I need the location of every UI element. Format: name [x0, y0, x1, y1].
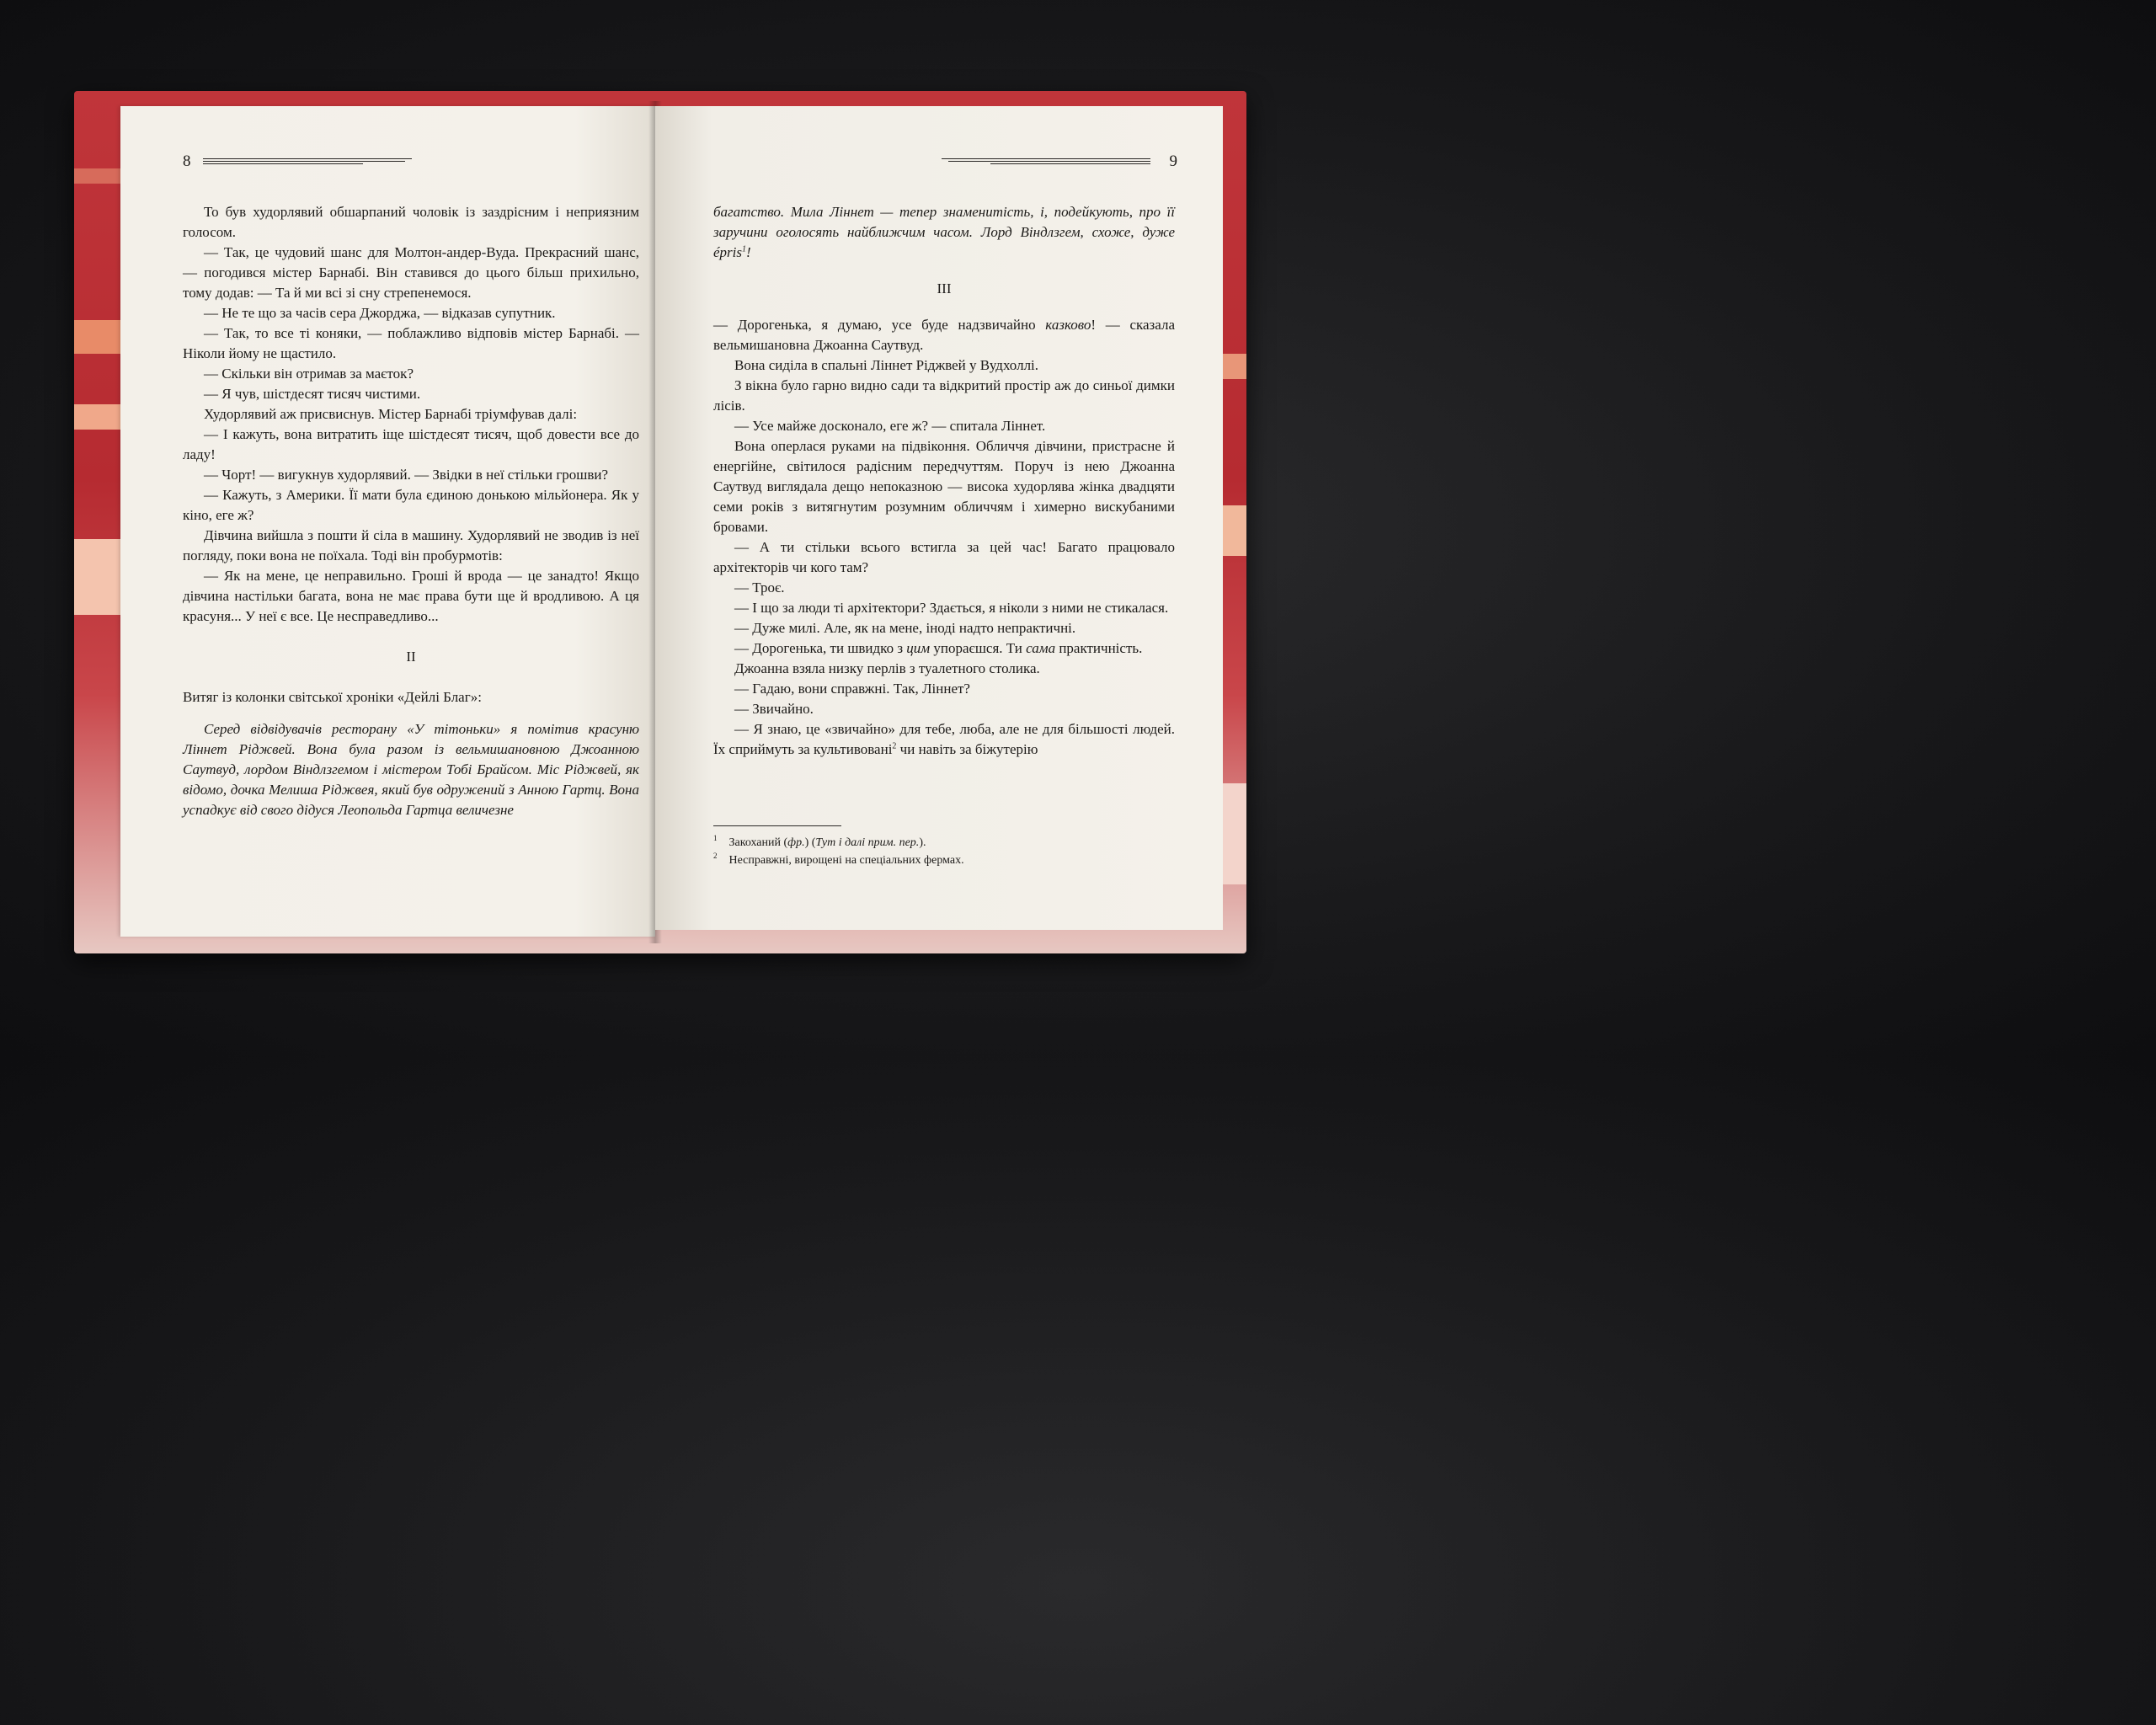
header-rule [942, 158, 1150, 159]
page-number: 8 [183, 152, 191, 170]
text-run: — Дорогенька, ти швидко з [734, 640, 907, 656]
paragraph: Вона сиділа в спальні Ліннет Ріджвей у Вудхоллі. [734, 357, 1039, 373]
paragraph: — І кажуть, вона витратить іще шістдесят тисяч, щоб довести все до ладу! [183, 426, 639, 462]
paragraph: Вона оперлася руками на підвіконня. Обличчя дівчини, пристрасне й енергійне, світилося радісним передчуттям. Поруч із нею Джоанна Саутвуд виглядала дещо непоказною — висока худорлява жінка двадцяти семи років з витягнутим розумним обличчям і химерно вискубаними бровами. [713, 438, 1175, 535]
page-body [713, 202, 1175, 760]
paragraph: Дівчина вийшла з пошти й сіла в машину. Худорлявий не зводив із неї погляду, поки вона не поїхала. Тоді він пробурмотів: [183, 527, 639, 563]
excerpt-end: ! [746, 244, 751, 260]
header-rule [203, 163, 363, 164]
cover-art-stripe [74, 404, 125, 430]
paragraph [713, 638, 1175, 659]
cover-art-stripe [74, 320, 125, 354]
text-run: Закоханий ( [728, 836, 788, 849]
paragraph: — Усе майже досконало, еге ж? — спитала Ліннет. [734, 418, 1046, 434]
paragraph: — Троє. [734, 579, 785, 595]
header-rule [990, 163, 1150, 164]
footnote-separator [713, 825, 841, 826]
paragraph [713, 315, 1175, 355]
paragraph: Худорлявий аж присвиснув. Містер Барнабі тріумфував далі: [204, 406, 578, 422]
header-rule [203, 158, 412, 159]
footnotes [713, 834, 1175, 869]
paragraph: — Так, це чудовий шанс для Молтон-андер-Вуда. Прекрасний шанс, — погодився містер Барнабі. Він ставився до цього більш прихильно, тому додав: — Та й ми всі зі сну стрепенемося. [183, 244, 639, 301]
paragraph: — А ти стільки всього встигла за цей час! Багато працювало архітекторів чи кого там? [713, 539, 1175, 575]
text-run: ). [919, 836, 926, 849]
paragraph: — Я чув, шістдесят тисяч чистими. [204, 386, 421, 402]
chronicle-excerpt-continued [713, 202, 1175, 263]
text-run: чи навіть за біжутерію [896, 741, 1038, 757]
page-number: 9 [1169, 152, 1177, 170]
emphasis: фр. [787, 836, 805, 849]
paragraph: — Чорт! — вигукнув худорлявий. — Звідки в неї стільки грошви? [204, 467, 609, 483]
text-run: Несправжні, вирощені на спеціальних фермах. [728, 854, 964, 867]
paragraph: — І що за люди ті архітектори? Здається, я ніколи з ними не стикалася. [734, 600, 1169, 616]
emphasis: казково [1045, 317, 1091, 333]
text-run: — Я знаю, це «звичайно» для тебе, люба, але не для більшості людей. Їх сприймуть за культивовані [713, 721, 1175, 757]
emphasis: сама [1026, 640, 1056, 656]
page-header [183, 152, 469, 172]
paragraph: — Звичайно. [734, 701, 814, 717]
footnote-1 [713, 834, 1175, 852]
page-header [942, 152, 1177, 172]
right-page [655, 106, 1223, 930]
paragraph: — Гадаю, вони справжні. Так, Ліннет? [734, 681, 970, 697]
footnote-number: 1 [713, 834, 718, 843]
footnote-mark: 1 [742, 244, 746, 254]
paragraph: — Так, то все ті коняки, — поблажливо відповів містер Барнабі. — Ніколи йому не щастило. [183, 325, 639, 361]
paragraph [713, 719, 1175, 760]
text-run: упораєшся. Ти [930, 640, 1027, 656]
paragraph: Джоанна взяла низку перлів з туалетного столика. [734, 660, 1040, 676]
paragraph: З вікна було гарно видно сади та відкритий простір аж до синьої димки лісів. [713, 377, 1175, 414]
cover-art-stripe [74, 168, 125, 184]
text-run: ) ( [804, 836, 816, 849]
header-rule [948, 161, 1150, 162]
header-rule [203, 161, 405, 162]
emphasis: Тут і далі прим. пер. [815, 836, 920, 849]
text-run: — Дорогенька, я думаю, усе буде надзвичайно [713, 317, 1046, 333]
paragraph: — Дуже милі. Але, як на мене, іноді надто непрактичні. [734, 620, 1076, 636]
paragraph: — Як на мене, це неправильно. Гроші й врода — це занадто! Якщо дівчина настільки багата, вона не має права бути ще й вродливою. А ця красуня... У неї є все. Це несправедливо... [183, 568, 639, 624]
text-run: ! — сказала вельмишановна Джоанна Саутвуд. [713, 317, 1175, 353]
footnote-number: 2 [713, 852, 718, 861]
section-heading: III [937, 280, 952, 296]
chronicle-intro: Витяг із колонки світської хроніки «Дейлі Благ»: [183, 689, 482, 705]
paragraph: — Кажуть, з Америки. Її мати була єдиною донькою мільйонера. Як у кіно, еге ж? [183, 487, 639, 523]
paragraph: — Скільки він отримав за маєток? [204, 366, 414, 382]
footnote-2 [713, 852, 1175, 869]
paragraph: — Не те що за часів сера Джорджа, — відказав супутник. [204, 305, 556, 321]
paragraph: То був худорлявий обшарпаний чоловік із заздрісним і неприязним голосом. [183, 204, 639, 240]
page-body [183, 202, 639, 820]
emphasis: цим [906, 640, 931, 656]
excerpt-text: багатство. Мила Ліннет — тепер знаменитість, і, подейкують, про її заручини оголосять найближчим часом. Лорд Віндлзгем, схоже, дуже épris [713, 204, 1175, 260]
footnote-mark: 2 [892, 741, 897, 751]
left-page [120, 106, 655, 937]
section-heading: II [406, 649, 416, 665]
cover-art-stripe [74, 539, 125, 615]
chronicle-excerpt: Серед відвідувачів ресторану «У тітоньки» я помітив красуню Ліннет Ріджвей. Вона була разом із вельмишановною Джоанною Саутвуд, лордом Віндлзгемом і містером Тобі Брайсом. Міс Ріджвей, як відомо, дочка Мелиша Ріджвея, який був одружений з Анною Гартц. Вона успадкує від свого дідуся Леопольда Гартца величезне [183, 721, 639, 818]
text-run: практичність. [1055, 640, 1143, 656]
